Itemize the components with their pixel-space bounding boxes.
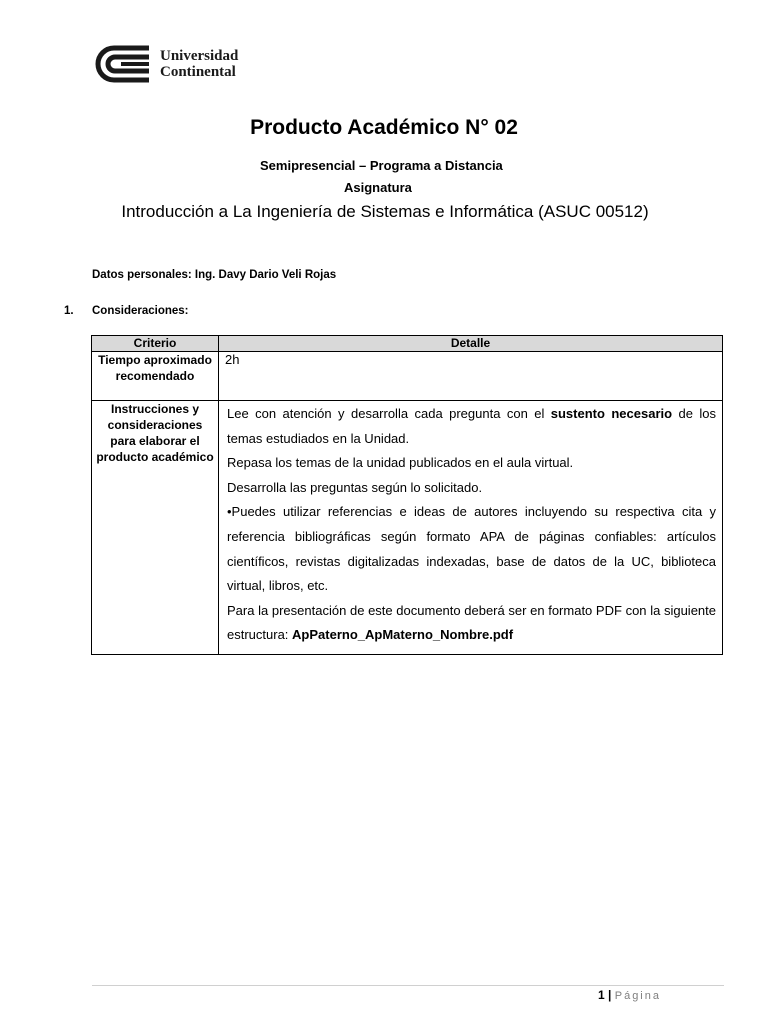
footer-divider [92,985,724,986]
header-detalle: Detalle [219,336,723,352]
criterio-cell: Instrucciones y consideraciones para elaborar el producto académico [92,401,219,655]
page-footer [598,988,661,1002]
personal-data: Datos personales: Ing. Davy Dario Veli Rojas [92,269,337,281]
university-logo [92,42,238,86]
page-word: Página [614,990,661,1002]
header-criterio: Criterio [92,336,219,352]
logo-line-2: Continental [160,64,236,80]
section-title: Consideraciones: [92,305,189,317]
filename-format: ApPaterno_ApMaterno_Nombre.pdf [292,627,514,643]
logo-wordmark [160,48,238,80]
instruction-paragraph: Lee con atención y desarrolla cada pregunta con el sustento necesario de los temas estudiados en la Unidad. [227,406,716,446]
table-row [92,352,723,401]
subject-label: Asignatura [344,180,412,195]
course-name: Introducción a La Ingeniería de Sistemas e Informática (ASUC 00512) [121,202,649,221]
instruction-paragraph: Desarrolla las preguntas según lo solicitado. [227,479,483,495]
page-number: 1 [598,988,605,1002]
detalle-cell: 2h [219,352,723,401]
criterio-cell: Tiempo aproximado recomendado [92,352,219,401]
logo-line-1: Universidad [160,48,239,64]
detalle-cell [219,401,723,655]
document-title: Producto Académico N° 02 [250,116,518,139]
instruction-paragraph: Repasa los temas de la unidad publicados en el aula virtual. [227,455,574,471]
instruction-paragraph: •Puedes utilizar referencias e ideas de autores incluyendo su respectiva cita y referencia bibliográficas según formato APA de páginas confiables: artículos científicos, revistas digitalizadas indexadas, base de datos de la UC, biblioteca virtual, libros, etc. [227,504,716,594]
table-row [92,401,723,655]
document-subtitle: Semipresencial – Programa a Distancia [260,158,503,173]
section-number: 1. [64,305,74,317]
criteria-table [91,335,723,655]
footer-separator: | [608,988,612,1002]
section-heading [64,305,189,317]
instruction-paragraph: Para la presentación de este documento deberá ser en formato PDF con la siguiente estructura: ApPaterno_ApMaterno_Nombre.pdf [227,602,716,643]
continental-logo-icon [92,42,152,86]
table-header-row [92,336,723,352]
emphasis-text: sustento necesario [550,406,673,421]
